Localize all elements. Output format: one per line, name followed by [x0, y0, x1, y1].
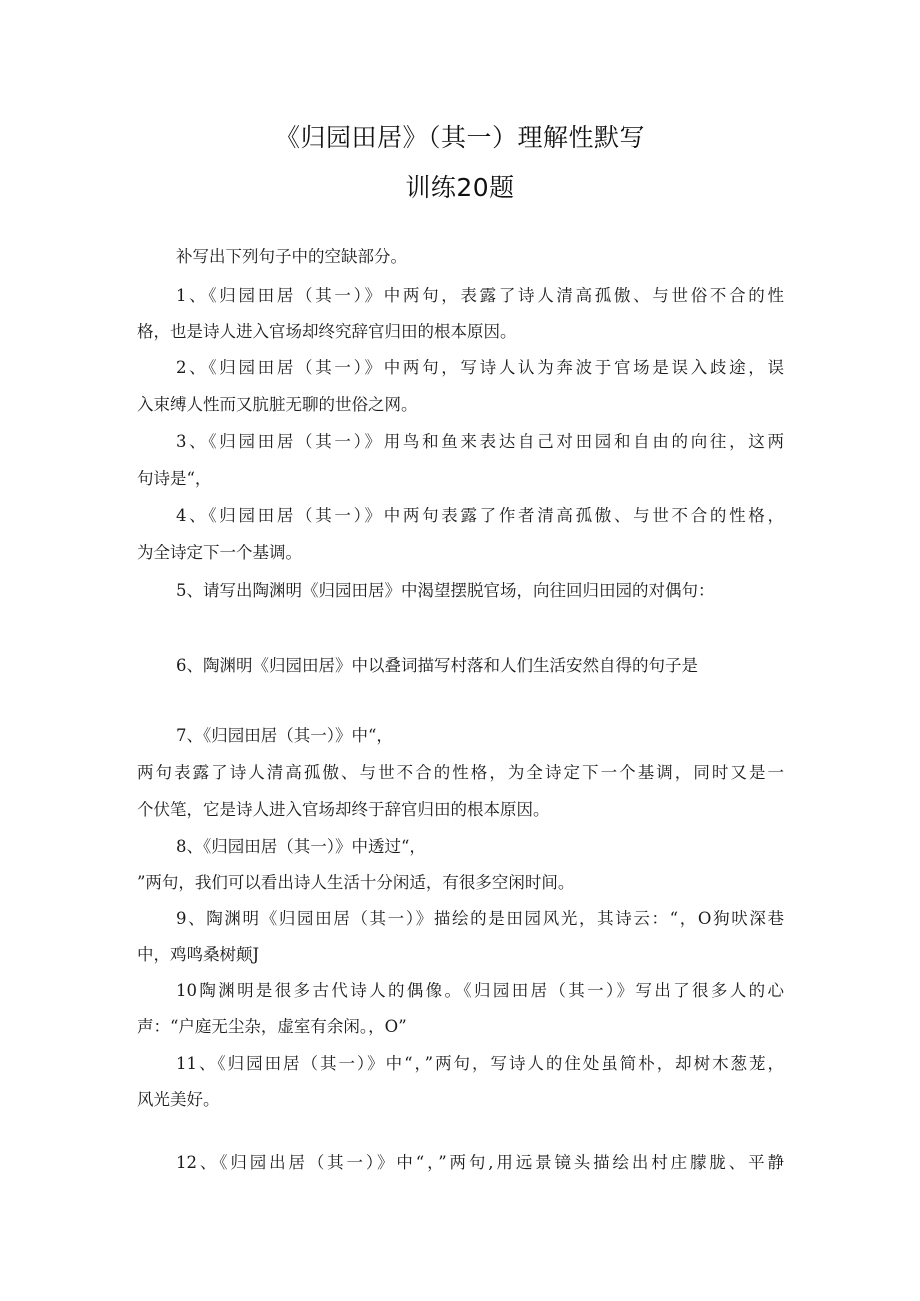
- question-9-line-1: 9、陶渊明《归园田居（其一）》描绘的是田园风光，其诗云：“，O狗吠深巷: [176, 909, 784, 928]
- instructions: 补写出下列句子中的空缺部分。: [176, 247, 407, 266]
- question-9-line-2: 中，鸡鸣桑树颠J: [137, 945, 260, 964]
- question-2-line-2: 入束缚人性而又肮脏无聊的世俗之网。: [137, 395, 418, 414]
- question-4-line-2: 为全诗定下一个基调。: [137, 543, 302, 562]
- question-12-line-1: 12、《归园出居（其一）》中“，”两句,用远景镜头描绘出村庄朦胧、平静: [176, 1153, 784, 1172]
- question-2-line-1: 2、《归园田居（其一）》中两句，写诗人认为奔波于官场是误入歧途，误: [176, 358, 784, 377]
- document-subtitle: 训练20题: [405, 173, 515, 202]
- question-8-line-2: ”两句，我们可以看出诗人生活十分闲适，有很多空闲时间。: [137, 873, 575, 892]
- question-5-line-1: 5、请写出陶渊明《归园田居》中渴望摆脱官场，向往回归田园的对偶句：: [176, 581, 715, 600]
- question-11-line-1: 11、《归园田居（其一）》中“，”两句，写诗人的住处虽简朴，却树木葱茏，: [176, 1054, 784, 1073]
- question-7-line-2: 两句表露了诗人清高孤傲、与世不合的性格，为全诗定下一个基调，同时又是一: [137, 763, 784, 782]
- question-3-line-2: 句诗是“，: [137, 469, 212, 488]
- question-1-line-1: 1、《归园田居（其一）》中两句，表露了诗人清高孤傲、与世俗不合的性: [176, 286, 784, 305]
- question-7-line-1: 7、《归园田居（其一）》中“，: [176, 726, 393, 745]
- question-7-line-3: 个伏笔，它是诗人进入官场却终于辞官归田的根本原因。: [137, 800, 550, 819]
- question-10-line-2: 声：“户庭无尘杂，虚室有余闲。，O”: [137, 1017, 407, 1036]
- question-6-line-1: 6、陶渊明《归园田居》中以叠词描写村落和人们生活安然自得的句子是: [176, 656, 698, 675]
- document-title: 《归园田居》（其一）理解性默写: [274, 123, 645, 152]
- question-4-line-1: 4、《归园田居（其一）》中两句表露了作者清高孤傲、与世不合的性格，: [176, 506, 784, 525]
- question-8-line-1: 8、《归园田居（其一）》中透过“，: [176, 837, 426, 856]
- question-3-line-1: 3、《归园田居（其一）》用鸟和鱼来表达自己对田园和自由的向往，这两: [176, 432, 784, 451]
- question-10-line-1: 10陶渊明是很多古代诗人的偶像。《归园田居（其一）》写出了很多人的心: [176, 981, 784, 1000]
- question-11-line-2: 风光美好。: [137, 1090, 220, 1109]
- question-1-line-2: 格，也是诗人进入官场却终究辞官归田的根本原因。: [137, 322, 517, 341]
